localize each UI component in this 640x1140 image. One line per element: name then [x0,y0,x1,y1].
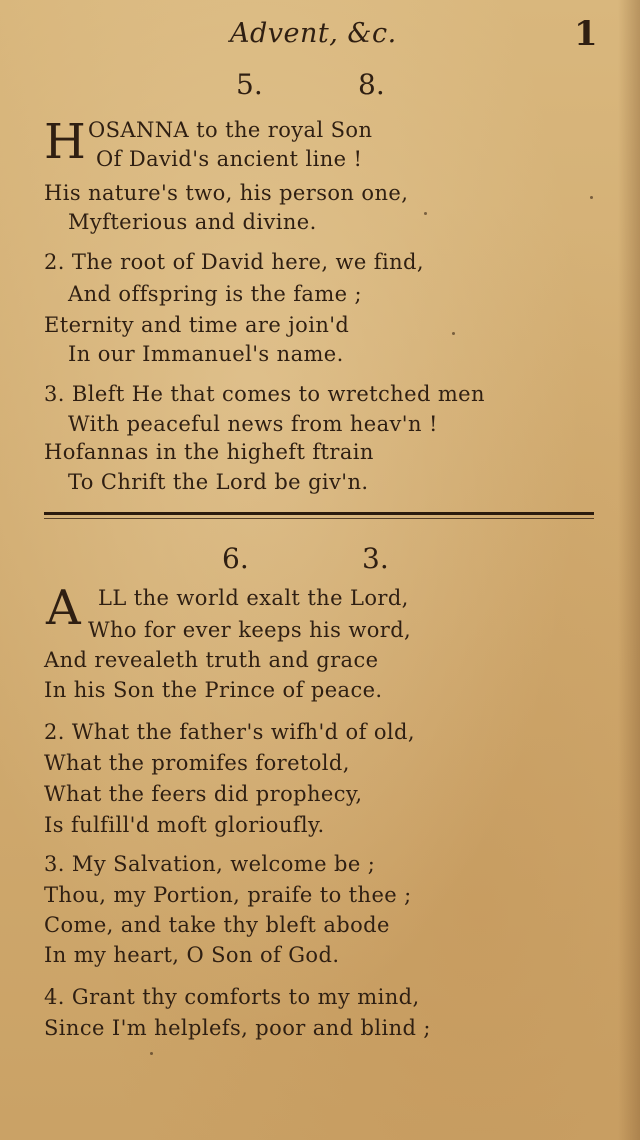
hymn-heading [0,542,640,578]
verse-line: With peaceful news from heav'n ! [68,412,438,436]
verse-line: Who for ever keeps his word, [88,618,412,642]
drop-cap: A [46,580,81,636]
verse-line: Eternity and time are join'd [44,313,350,337]
verse-line: OSANNA to the royal Son [88,118,373,142]
verse-line: Is fulfill'd moft glorioufly. [44,813,325,837]
verse-line: And revealeth truth and grace [44,648,379,672]
hymn-number: 6. [222,542,249,575]
section-divider [44,512,594,515]
drop-cap: H [44,114,86,170]
verse-line: In my heart, O Son of God. [44,943,340,967]
page-number: 1 [574,14,598,54]
verse-line: And offspring is the fame ; [68,282,363,306]
paper-speck [150,1052,153,1055]
page-header [0,14,640,58]
verse-line: Come, and take thy bleft abode [44,913,390,937]
verse-line: Since I'm helplefs, poor and blind ; [44,1016,431,1040]
hymn-meter: 3. [362,542,389,575]
verse-line: In our Immanuel's name. [68,342,344,366]
verse-line: 2. What the father's wifh'd of old, [44,720,415,744]
verse-line: Myfterious and divine. [68,210,317,234]
paper-speck [590,196,593,199]
verse-line: What the promifes foretold, [44,751,350,775]
verse-line: 3. Bleft He that comes to wretched men [44,382,485,406]
verse-line: To Chrift the Lord be giv'n. [68,470,369,494]
verse-line: Hofannas in the higheft ftrain [44,440,374,464]
verse-line: 4. Grant thy comforts to my mind, [44,985,420,1009]
verse-line: LL the world exalt the Lord, [98,586,409,610]
section-divider-thin [44,518,594,519]
verse-line: In his Son the Prince of peace. [44,678,383,702]
paper-speck [424,212,427,215]
hymn-heading [0,68,640,104]
verse-line: His nature's two, his person one, [44,181,409,205]
verse-line: Thou, my Portion, praife to thee ; [44,883,412,907]
hymn-meter: 8. [358,68,385,101]
verse-line: 2. The root of David here, we find, [44,250,424,274]
paper-speck [452,332,455,335]
hymn-number: 5. [236,68,263,101]
verse-line: Of David's ancient line ! [96,147,363,171]
running-head: Advent, &c. [230,18,397,49]
verse-line: What the feers did prophecy, [44,782,363,806]
verse-line: 3. My Salvation, welcome be ; [44,852,376,876]
